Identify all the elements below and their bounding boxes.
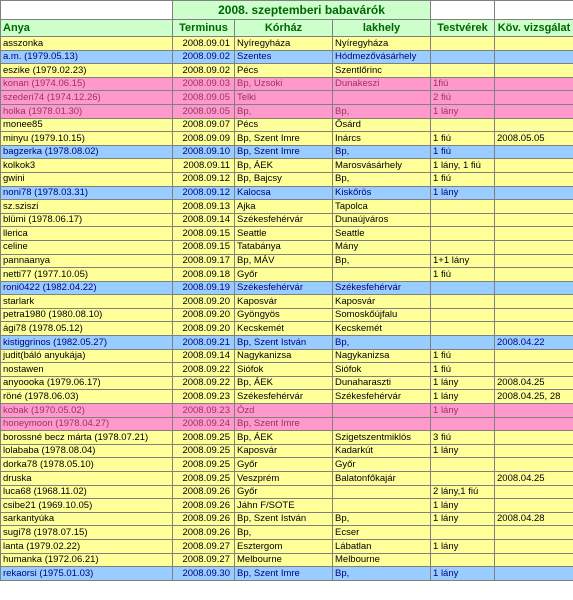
cell-terminus: 2008.09.02 xyxy=(173,50,235,64)
cell-korhaz: Bp, Szent István xyxy=(235,336,333,350)
table-row xyxy=(1,64,573,78)
table-row xyxy=(1,567,573,581)
cell-korhaz: Bp, MÁV xyxy=(235,254,333,268)
table-row xyxy=(1,213,573,227)
cell-vizsgalat xyxy=(495,404,573,418)
cell-terminus: 2008.09.27 xyxy=(173,553,235,567)
cell-anya: llerica xyxy=(1,227,173,241)
cell-korhaz: Székesfehérvár xyxy=(235,213,333,227)
cell-testverek: 1 lány xyxy=(431,512,495,526)
cell-anya: röné (1978.06.03) xyxy=(1,390,173,404)
cell-terminus: 2008.09.26 xyxy=(173,499,235,513)
cell-korhaz: Bp, Szent Imre xyxy=(235,417,333,431)
cell-vizsgalat xyxy=(495,200,573,214)
cell-anya: roni0422 (1982.04.22) xyxy=(1,281,173,295)
cell-vizsgalat xyxy=(495,91,573,105)
cell-terminus: 2008.09.30 xyxy=(173,567,235,581)
cell-vizsgalat xyxy=(495,567,573,581)
cell-terminus: 2008.09.22 xyxy=(173,376,235,390)
cell-korhaz: Pécs xyxy=(235,118,333,132)
cell-testverek: 1fiú xyxy=(431,77,495,91)
cell-testverek: 2 lány,1 fiú xyxy=(431,485,495,499)
cell-testverek xyxy=(431,213,495,227)
cell-anya: csibe21 (1969.10.05) xyxy=(1,499,173,513)
cell-terminus: 2008.09.19 xyxy=(173,281,235,295)
cell-lakhely: Bp, xyxy=(333,145,431,159)
cell-lakhely: Tapolca xyxy=(333,200,431,214)
cell-testverek: 1 fiú xyxy=(431,268,495,282)
table-row xyxy=(1,145,573,159)
cell-korhaz: Bp, Szent Imre xyxy=(235,567,333,581)
cell-anya: lanta (1979.02.22) xyxy=(1,539,173,553)
cell-korhaz: Győr xyxy=(235,268,333,282)
cell-anya: konan (1974.06.15) xyxy=(1,77,173,91)
table-row xyxy=(1,363,573,377)
cell-testverek xyxy=(431,37,495,51)
cell-testverek: 1 lány xyxy=(431,444,495,458)
cell-korhaz: Nagykanizsa xyxy=(235,349,333,363)
cell-terminus: 2008.09.05 xyxy=(173,91,235,105)
cell-testverek xyxy=(431,458,495,472)
table-row xyxy=(1,308,573,322)
table-row xyxy=(1,77,573,91)
cell-vizsgalat xyxy=(495,526,573,540)
cell-terminus: 2008.09.07 xyxy=(173,118,235,132)
cell-vizsgalat xyxy=(495,363,573,377)
cell-anya: kobak (1970.05.02) xyxy=(1,404,173,418)
cell-anya: rekaorsi (1975.01.03) xyxy=(1,567,173,581)
cell-anya: minyu (1979.10.15) xyxy=(1,132,173,146)
cell-vizsgalat xyxy=(495,485,573,499)
cell-terminus: 2008.09.13 xyxy=(173,200,235,214)
cell-anya: szederi74 (1974.12.26) xyxy=(1,91,173,105)
cell-lakhely: Ecser xyxy=(333,526,431,540)
cell-testverek xyxy=(431,322,495,336)
cell-terminus: 2008.09.24 xyxy=(173,417,235,431)
cell-lakhely: Dunakeszi xyxy=(333,77,431,91)
cell-lakhely: Seattle xyxy=(333,227,431,241)
cell-lakhely: Balatonfőkajár xyxy=(333,472,431,486)
cell-terminus: 2008.09.23 xyxy=(173,390,235,404)
table-row xyxy=(1,376,573,390)
cell-anya: lolababa (1978.08.04) xyxy=(1,444,173,458)
cell-terminus: 2008.09.20 xyxy=(173,322,235,336)
table-row xyxy=(1,104,573,118)
cell-terminus: 2008.09.23 xyxy=(173,404,235,418)
cell-lakhely: Bp, xyxy=(333,567,431,581)
cell-testverek: 1 lány xyxy=(431,567,495,581)
cell-korhaz: Esztergom xyxy=(235,539,333,553)
cell-terminus: 2008.09.20 xyxy=(173,308,235,322)
table-row xyxy=(1,472,573,486)
cell-vizsgalat xyxy=(495,444,573,458)
column-header-korhaz: Kórház xyxy=(235,20,333,37)
table-row xyxy=(1,417,573,431)
table-row xyxy=(1,349,573,363)
cell-testverek xyxy=(431,200,495,214)
cell-testverek: 3 fiú xyxy=(431,431,495,445)
cell-anya: bagzerka (1978.08.02) xyxy=(1,145,173,159)
table-row xyxy=(1,254,573,268)
cell-testverek: 1 fiú xyxy=(431,349,495,363)
table-row xyxy=(1,444,573,458)
cell-anya: sz.sziszi xyxy=(1,200,173,214)
table-row xyxy=(1,485,573,499)
table-row xyxy=(1,336,573,350)
table-title: 2008. szeptemberi babavárók xyxy=(173,1,431,20)
cell-anya: blümi (1978.06.17) xyxy=(1,213,173,227)
cell-korhaz: Bp, ÁEK xyxy=(235,376,333,390)
cell-korhaz: Gyöngyös xyxy=(235,308,333,322)
cell-testverek: 1 fiú xyxy=(431,172,495,186)
cell-korhaz: Ózd xyxy=(235,404,333,418)
cell-anya: eszike (1979.02.23) xyxy=(1,64,173,78)
cell-anya: druska xyxy=(1,472,173,486)
cell-terminus: 2008.09.03 xyxy=(173,77,235,91)
cell-vizsgalat xyxy=(495,499,573,513)
column-header-testverek: Testvérek xyxy=(431,20,495,37)
cell-lakhely: Lábatlan xyxy=(333,539,431,553)
cell-korhaz: Tatabánya xyxy=(235,240,333,254)
cell-testverek: 1 lány xyxy=(431,376,495,390)
table-row xyxy=(1,132,573,146)
title-row xyxy=(1,1,573,20)
cell-vizsgalat: 2008.04.25, 28 xyxy=(495,390,573,404)
cell-anya: celine xyxy=(1,240,173,254)
cell-vizsgalat xyxy=(495,281,573,295)
table-row xyxy=(1,200,573,214)
cell-lakhely: Hódmezővásárhely xyxy=(333,50,431,64)
cell-anya: judit(báló anyukája) xyxy=(1,349,173,363)
cell-lakhely xyxy=(333,404,431,418)
table-row xyxy=(1,404,573,418)
cell-lakhely: Szentlőrinc xyxy=(333,64,431,78)
cell-vizsgalat xyxy=(495,349,573,363)
cell-korhaz: Kaposvár xyxy=(235,295,333,309)
cell-anya: anyoooka (1979.06.17) xyxy=(1,376,173,390)
cell-lakhely xyxy=(333,499,431,513)
cell-terminus: 2008.09.26 xyxy=(173,512,235,526)
column-header-anya: Anya xyxy=(1,20,173,37)
cell-terminus: 2008.09.09 xyxy=(173,132,235,146)
cell-anya: netti77 (1977.10.05) xyxy=(1,268,173,282)
cell-terminus: 2008.09.25 xyxy=(173,458,235,472)
cell-korhaz: Győr xyxy=(235,458,333,472)
cell-testverek: 1 lány, 1 fiú xyxy=(431,159,495,173)
cell-vizsgalat xyxy=(495,145,573,159)
cell-anya: honeymoon (1978.04.27) xyxy=(1,417,173,431)
table-row xyxy=(1,227,573,241)
table-row xyxy=(1,553,573,567)
table-row xyxy=(1,268,573,282)
cell-vizsgalat xyxy=(495,77,573,91)
cell-terminus: 2008.09.18 xyxy=(173,268,235,282)
cell-testverek xyxy=(431,295,495,309)
cell-anya: kistiggrinos (1982.05.27) xyxy=(1,336,173,350)
cell-anya: sarkantyúka xyxy=(1,512,173,526)
cell-korhaz: Bp, xyxy=(235,104,333,118)
cell-lakhely xyxy=(333,268,431,282)
cell-korhaz: Kaposvár xyxy=(235,444,333,458)
cell-korhaz: Bp, xyxy=(235,526,333,540)
cell-testverek: 1 lány xyxy=(431,539,495,553)
cell-lakhely: Dunaújváros xyxy=(333,213,431,227)
cell-anya: sugi78 (1978.07.15) xyxy=(1,526,173,540)
cell-anya: ági78 (1978.05.12) xyxy=(1,322,173,336)
cell-korhaz: Bp, Bajcsy xyxy=(235,172,333,186)
cell-terminus: 2008.09.20 xyxy=(173,295,235,309)
cell-korhaz: Szentes xyxy=(235,50,333,64)
header-row xyxy=(1,20,573,37)
cell-lakhely: Kecskemét xyxy=(333,322,431,336)
cell-korhaz: Melbourne xyxy=(235,553,333,567)
column-header-terminus: Terminus xyxy=(173,20,235,37)
cell-vizsgalat: 2008.04.25 xyxy=(495,376,573,390)
cell-anya: kolkok3 xyxy=(1,159,173,173)
cell-korhaz: Nyíregyháza xyxy=(235,37,333,51)
cell-terminus: 2008.09.27 xyxy=(173,539,235,553)
cell-vizsgalat xyxy=(495,118,573,132)
cell-lakhely: Bp, xyxy=(333,336,431,350)
cell-korhaz: Bp, ÁEK xyxy=(235,159,333,173)
cell-lakhely: Dunaharaszti xyxy=(333,376,431,390)
cell-korhaz: Győr xyxy=(235,485,333,499)
table-row xyxy=(1,186,573,200)
cell-lakhely xyxy=(333,485,431,499)
cell-vizsgalat: 2008.04.25 xyxy=(495,472,573,486)
cell-anya: humanka (1972.06.21) xyxy=(1,553,173,567)
cell-korhaz: Siófok xyxy=(235,363,333,377)
cell-korhaz: Bp, Uzsoki xyxy=(235,77,333,91)
cell-korhaz: Veszprém xyxy=(235,472,333,486)
cell-vizsgalat xyxy=(495,64,573,78)
cell-terminus: 2008.09.26 xyxy=(173,526,235,540)
cell-testverek xyxy=(431,227,495,241)
cell-lakhely: Szigetszentmiklós xyxy=(333,431,431,445)
cell-terminus: 2008.09.25 xyxy=(173,444,235,458)
cell-testverek xyxy=(431,526,495,540)
cell-korhaz: Pécs xyxy=(235,64,333,78)
cell-testverek: 1 lány xyxy=(431,186,495,200)
cell-anya: pannaanya xyxy=(1,254,173,268)
cell-lakhely: Kaposvár xyxy=(333,295,431,309)
cell-vizsgalat xyxy=(495,227,573,241)
cell-testverek: 1 lány xyxy=(431,404,495,418)
cell-lakhely: Kiskőrös xyxy=(333,186,431,200)
cell-terminus: 2008.09.22 xyxy=(173,363,235,377)
cell-terminus: 2008.09.12 xyxy=(173,186,235,200)
cell-terminus: 2008.09.21 xyxy=(173,336,235,350)
title-spacer-cell xyxy=(1,1,173,20)
cell-anya: dorka78 (1978.05.10) xyxy=(1,458,173,472)
cell-testverek: 1 fiú xyxy=(431,363,495,377)
table-row xyxy=(1,172,573,186)
cell-vizsgalat xyxy=(495,308,573,322)
cell-vizsgalat xyxy=(495,159,573,173)
cell-anya: starlark xyxy=(1,295,173,309)
cell-korhaz: Kalocsa xyxy=(235,186,333,200)
cell-terminus: 2008.09.17 xyxy=(173,254,235,268)
cell-vizsgalat xyxy=(495,431,573,445)
table-row xyxy=(1,295,573,309)
cell-lakhely: Bp, xyxy=(333,172,431,186)
cell-anya: petra1980 (1980.08.10) xyxy=(1,308,173,322)
cell-vizsgalat xyxy=(495,417,573,431)
table-row xyxy=(1,499,573,513)
title-spacer-cell xyxy=(495,1,573,20)
cell-testverek: 1 fiú xyxy=(431,132,495,146)
cell-vizsgalat xyxy=(495,553,573,567)
cell-lakhely: Siófok xyxy=(333,363,431,377)
cell-testverek xyxy=(431,336,495,350)
table-row xyxy=(1,539,573,553)
cell-vizsgalat xyxy=(495,37,573,51)
cell-lakhely: Bp, xyxy=(333,512,431,526)
title-spacer-cell xyxy=(431,1,495,20)
cell-lakhely: Győr xyxy=(333,458,431,472)
table-row xyxy=(1,50,573,64)
cell-anya: gwini xyxy=(1,172,173,186)
cell-terminus: 2008.09.10 xyxy=(173,145,235,159)
cell-vizsgalat xyxy=(495,295,573,309)
cell-anya: noni78 (1978.03.31) xyxy=(1,186,173,200)
cell-terminus: 2008.09.25 xyxy=(173,431,235,445)
cell-terminus: 2008.09.01 xyxy=(173,37,235,51)
cell-terminus: 2008.09.26 xyxy=(173,485,235,499)
cell-korhaz: Jáhn F/SOTE xyxy=(235,499,333,513)
table-row xyxy=(1,281,573,295)
cell-lakhely xyxy=(333,91,431,105)
cell-vizsgalat xyxy=(495,172,573,186)
cell-lakhely: Székesfehérvár xyxy=(333,390,431,404)
column-header-vizsgalat: Köv. vizsgálat xyxy=(495,20,573,37)
cell-lakhely: Kadarkút xyxy=(333,444,431,458)
cell-testverek xyxy=(431,553,495,567)
cell-vizsgalat xyxy=(495,254,573,268)
cell-lakhely: Nyíregyháza xyxy=(333,37,431,51)
cell-testverek xyxy=(431,64,495,78)
cell-korhaz: Seattle xyxy=(235,227,333,241)
table-row xyxy=(1,431,573,445)
cell-lakhely xyxy=(333,417,431,431)
cell-vizsgalat xyxy=(495,186,573,200)
cell-anya: nostawen xyxy=(1,363,173,377)
cell-korhaz: Bp, Szent Imre xyxy=(235,132,333,146)
cell-lakhely: Ősárd xyxy=(333,118,431,132)
cell-terminus: 2008.09.15 xyxy=(173,227,235,241)
cell-korhaz: Ajka xyxy=(235,200,333,214)
cell-korhaz: Bp, ÁEK xyxy=(235,431,333,445)
cell-lakhely: Bp, xyxy=(333,254,431,268)
cell-lakhely: Székesfehérvár xyxy=(333,281,431,295)
cell-anya: holka (1978.01.30) xyxy=(1,104,173,118)
cell-lakhely: Mány xyxy=(333,240,431,254)
cell-anya: a.m. (1979.05.13) xyxy=(1,50,173,64)
cell-korhaz: Székesfehérvár xyxy=(235,281,333,295)
cell-testverek xyxy=(431,472,495,486)
table-row xyxy=(1,240,573,254)
cell-vizsgalat xyxy=(495,268,573,282)
cell-testverek: 2 fiú xyxy=(431,91,495,105)
cell-vizsgalat: 2008.04.22 xyxy=(495,336,573,350)
cell-testverek xyxy=(431,417,495,431)
cell-testverek xyxy=(431,240,495,254)
cell-vizsgalat xyxy=(495,539,573,553)
cell-terminus: 2008.09.14 xyxy=(173,349,235,363)
cell-korhaz: Bp, Szent Imre xyxy=(235,145,333,159)
table-row xyxy=(1,322,573,336)
cell-anya: asszonka xyxy=(1,37,173,51)
table-row xyxy=(1,118,573,132)
cell-terminus: 2008.09.15 xyxy=(173,240,235,254)
table-row xyxy=(1,91,573,105)
cell-terminus: 2008.09.02 xyxy=(173,64,235,78)
cell-testverek: 1+1 lány xyxy=(431,254,495,268)
cell-testverek xyxy=(431,281,495,295)
cell-lakhely: Nagykanizsa xyxy=(333,349,431,363)
cell-lakhely: Melbourne xyxy=(333,553,431,567)
cell-terminus: 2008.09.25 xyxy=(173,472,235,486)
cell-terminus: 2008.09.11 xyxy=(173,159,235,173)
cell-lakhely: Marosvásárhely xyxy=(333,159,431,173)
cell-anya: monee85 xyxy=(1,118,173,132)
cell-terminus: 2008.09.05 xyxy=(173,104,235,118)
cell-korhaz: Telki xyxy=(235,91,333,105)
cell-vizsgalat xyxy=(495,50,573,64)
cell-vizsgalat: 2008.05.05 xyxy=(495,132,573,146)
cell-anya: borossné becz márta (1978.07.21) xyxy=(1,431,173,445)
cell-vizsgalat xyxy=(495,240,573,254)
table-row xyxy=(1,159,573,173)
cell-testverek: 1 lány xyxy=(431,499,495,513)
cell-lakhely: Bp, xyxy=(333,104,431,118)
cell-lakhely: Inárcs xyxy=(333,132,431,146)
cell-testverek xyxy=(431,50,495,64)
cell-lakhely: Somoskőújfalu xyxy=(333,308,431,322)
cell-anya: luca68 (1968.11.02) xyxy=(1,485,173,499)
cell-testverek xyxy=(431,118,495,132)
cell-vizsgalat: 2008.04.28 xyxy=(495,512,573,526)
cell-vizsgalat xyxy=(495,104,573,118)
cell-vizsgalat xyxy=(495,322,573,336)
cell-vizsgalat xyxy=(495,213,573,227)
cell-korhaz: Bp, Szent István xyxy=(235,512,333,526)
cell-testverek: 1 lány xyxy=(431,104,495,118)
table-row xyxy=(1,526,573,540)
table-row xyxy=(1,458,573,472)
cell-testverek: 1 lány xyxy=(431,390,495,404)
cell-terminus: 2008.09.14 xyxy=(173,213,235,227)
cell-testverek: 1 fiú xyxy=(431,145,495,159)
cell-vizsgalat xyxy=(495,458,573,472)
cell-korhaz: Kecskemét xyxy=(235,322,333,336)
table-row xyxy=(1,37,573,51)
table-row xyxy=(1,512,573,526)
cell-korhaz: Székesfehérvár xyxy=(235,390,333,404)
cell-testverek xyxy=(431,308,495,322)
column-header-lakhely: lakhely xyxy=(333,20,431,37)
table-row xyxy=(1,390,573,404)
cell-terminus: 2008.09.12 xyxy=(173,172,235,186)
